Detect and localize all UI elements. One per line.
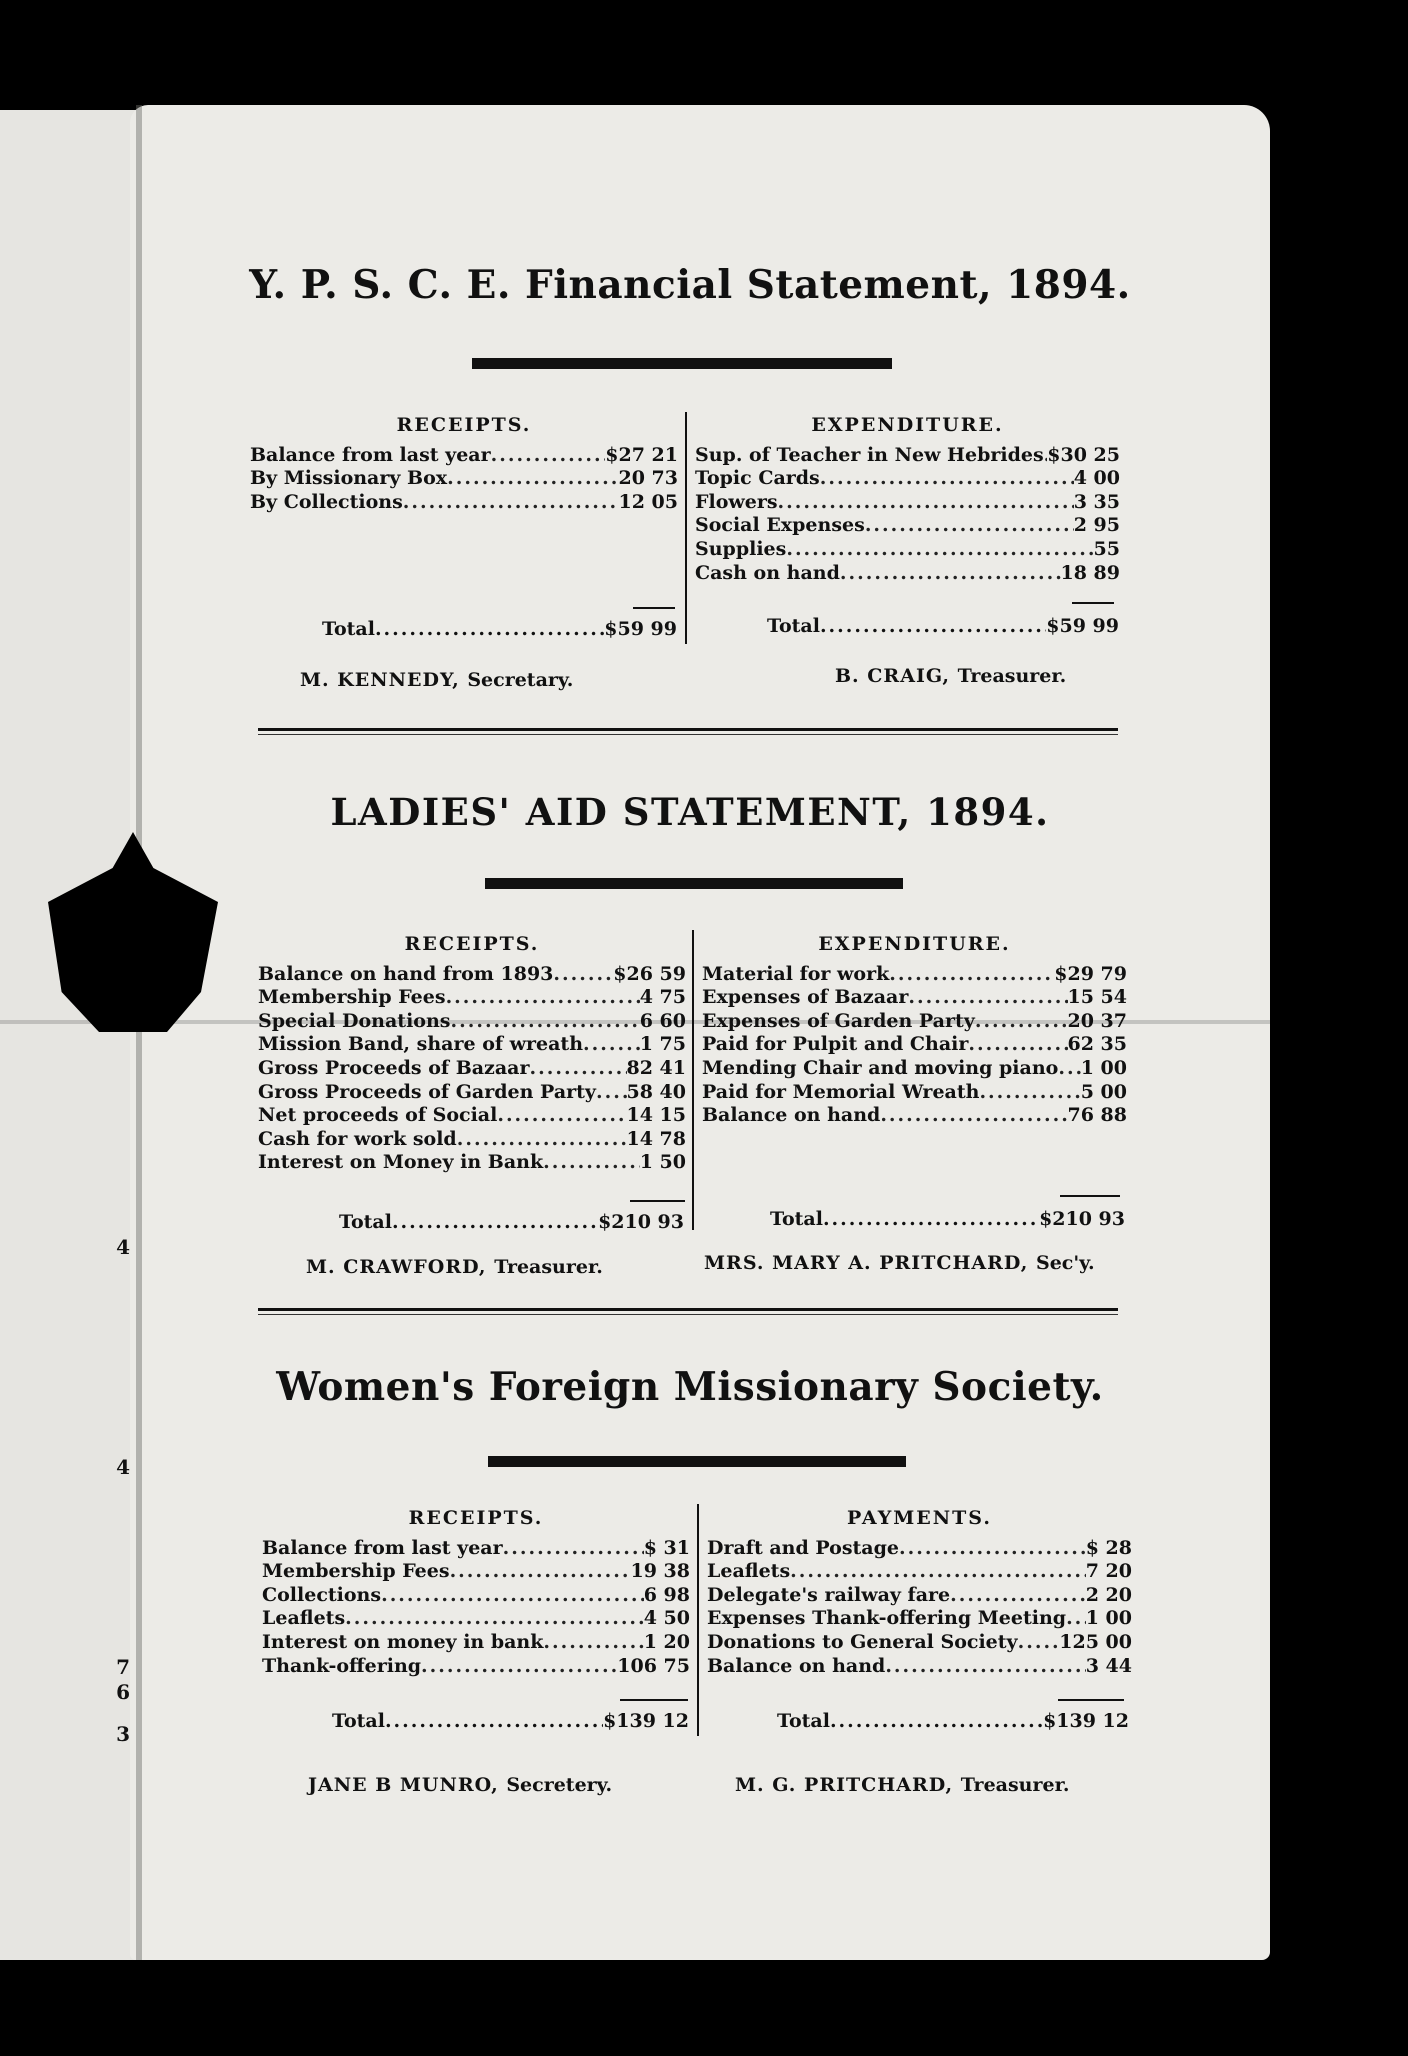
adjacent-page-fragment xyxy=(0,110,141,1960)
receipt-row: Thank-offering ..... 106 75 xyxy=(262,1655,690,1679)
receipt-row: Balance from last year ..... $ 31 xyxy=(262,1537,690,1561)
sum-line xyxy=(1072,602,1114,604)
receipt-row: Interest on money in bank ..... 1 20 xyxy=(262,1631,690,1655)
expenditure-row: Paid for Pulpit and Chair ..... 62 35 xyxy=(702,1033,1127,1057)
expenditure-total: Total ..... $210 93 xyxy=(770,1208,1125,1230)
expenditure-total: Total ..... $59 99 xyxy=(767,615,1119,637)
fragment-digit: 6 xyxy=(116,1680,130,1704)
expenditure-row: Balance on hand ..... 76 88 xyxy=(702,1104,1127,1128)
fragment-digit: 4 xyxy=(116,1455,130,1479)
expenditure-row: Social Expenses ..... 2 95 xyxy=(695,514,1120,538)
section-divider xyxy=(258,1308,1118,1311)
receipt-row: Membership Fees ..... 19 38 xyxy=(262,1560,690,1584)
receipt-row: Membership Fees ..... 4 75 xyxy=(258,986,686,1010)
expenditure-row: Mending Chair and moving piano ..... 1 00 xyxy=(702,1057,1127,1081)
wfms-section xyxy=(240,1364,1140,1814)
payments-total: Total ..... $139 12 xyxy=(777,1710,1129,1732)
receipt-row: Gross Proceeds of Bazaar ..... 82 41 xyxy=(258,1057,686,1081)
expenditure-row: Sup. of Teacher in New Hebrides ..... $30 25 xyxy=(695,444,1120,468)
secretary-signature: JANE B MUNRO, Secretery. xyxy=(308,1774,613,1796)
payments-column xyxy=(707,1507,1132,1678)
receipts-heading: RECEIPTS. xyxy=(408,1507,544,1529)
column-rule xyxy=(697,1504,699,1736)
expenditure-row: Cash on hand ..... 18 89 xyxy=(695,562,1120,586)
receipt-row: Cash for work sold ..... 14 78 xyxy=(258,1128,686,1152)
payment-row: Donations to General Society ..... 125 00 xyxy=(707,1631,1132,1655)
payment-row: Balance on hand ..... 3 44 xyxy=(707,1655,1132,1679)
title-rule xyxy=(485,878,903,889)
expenditure-heading: EXPENDITURE. xyxy=(811,414,1004,436)
ypsce-section xyxy=(240,262,1140,712)
treasurer-signature: B. CRAIG, Treasurer. xyxy=(835,665,1067,687)
receipt-row: Balance on hand from 1893 ..... $26 59 xyxy=(258,963,686,987)
expenditure-row: Flowers ..... 3 35 xyxy=(695,491,1120,515)
receipts-total: Total ..... $139 12 xyxy=(332,1710,689,1732)
sum-line xyxy=(630,1200,685,1202)
expenditure-row: Expenses of Bazaar ..... 15 54 xyxy=(702,986,1127,1010)
receipts-heading: RECEIPTS. xyxy=(404,933,540,955)
receipts-total: Total ..... $210 93 xyxy=(339,1211,684,1233)
receipt-row: Leaflets ..... 4 50 xyxy=(262,1607,690,1631)
receipt-row: Collections ..... 6 98 xyxy=(262,1584,690,1608)
payments-heading: PAYMENTS. xyxy=(847,1507,992,1529)
receipts-column xyxy=(258,933,686,1175)
ladies-aid-section xyxy=(240,790,1140,1290)
sum-line xyxy=(1060,1195,1120,1197)
fragment-digit: 4 xyxy=(116,1235,130,1259)
section-title: Y. P. S. C. E. Financial Statement, 1894. xyxy=(249,262,1131,308)
column-rule xyxy=(692,930,694,1230)
payment-row: Leaflets ..... 7 20 xyxy=(707,1560,1132,1584)
payment-row: Delegate's railway fare ..... 2 20 xyxy=(707,1584,1132,1608)
receipt-row: By Missionary Box ..... 20 73 xyxy=(250,467,678,491)
section-divider xyxy=(258,728,1118,731)
receipt-row: Gross Proceeds of Garden Party ..... 58 40 xyxy=(258,1081,686,1105)
receipt-row: Balance from last year ..... $27 21 xyxy=(250,444,678,468)
receipts-column xyxy=(262,1507,690,1678)
fragment-digit: 7 xyxy=(116,1655,130,1679)
treasurer-signature: M. G. PRITCHARD, Treasurer. xyxy=(735,1774,1070,1796)
receipt-row: Net proceeds of Social ..... 14 15 xyxy=(258,1104,686,1128)
secretary-signature: MRS. MARY A. PRITCHARD, Sec'y. xyxy=(704,1252,1095,1274)
fragment-digit: 3 xyxy=(116,1722,130,1746)
column-rule xyxy=(685,412,687,644)
expenditure-column xyxy=(702,933,1127,1128)
receipt-row: By Collections ..... 12 05 xyxy=(250,491,678,515)
receipts-column xyxy=(250,414,678,514)
expenditure-row: Supplies ..... 55 xyxy=(695,538,1120,562)
sum-line xyxy=(620,1699,688,1701)
sum-line xyxy=(1058,1699,1124,1701)
receipts-total: Total ..... $59 99 xyxy=(322,618,677,640)
receipt-row: Special Donations ..... 6 60 xyxy=(258,1010,686,1034)
sum-line xyxy=(633,607,675,609)
receipt-row: Interest on Money in Bank ..... 1 50 xyxy=(258,1151,686,1175)
section-title: Women's Foreign Missionary Society. xyxy=(276,1364,1104,1410)
receipt-row: Mission Band, share of wreath ..... 1 75 xyxy=(258,1033,686,1057)
treasurer-signature: M. CRAWFORD, Treasurer. xyxy=(306,1256,603,1278)
expenditure-row: Expenses of Garden Party ..... 20 37 xyxy=(702,1010,1127,1034)
section-title: LADIES' AID STATEMENT, 1894. xyxy=(330,790,1050,834)
expenditure-heading: EXPENDITURE. xyxy=(818,933,1011,955)
expenditure-row: Material for work ..... $29 79 xyxy=(702,963,1127,987)
expenditure-row: Topic Cards ..... 4 00 xyxy=(695,467,1120,491)
secretary-signature: M. KENNEDY, Secretary. xyxy=(300,669,574,691)
expenditure-column xyxy=(695,414,1120,585)
payment-row: Draft and Postage ..... $ 28 xyxy=(707,1537,1132,1561)
title-rule xyxy=(488,1456,906,1467)
payment-row: Expenses Thank-offering Meeting ..... 1 00 xyxy=(707,1607,1132,1631)
expenditure-row: Paid for Memorial Wreath ..... 5 00 xyxy=(702,1081,1127,1105)
receipts-heading: RECEIPTS. xyxy=(396,414,532,436)
title-rule xyxy=(472,358,892,369)
vertical-fold xyxy=(136,105,142,1960)
